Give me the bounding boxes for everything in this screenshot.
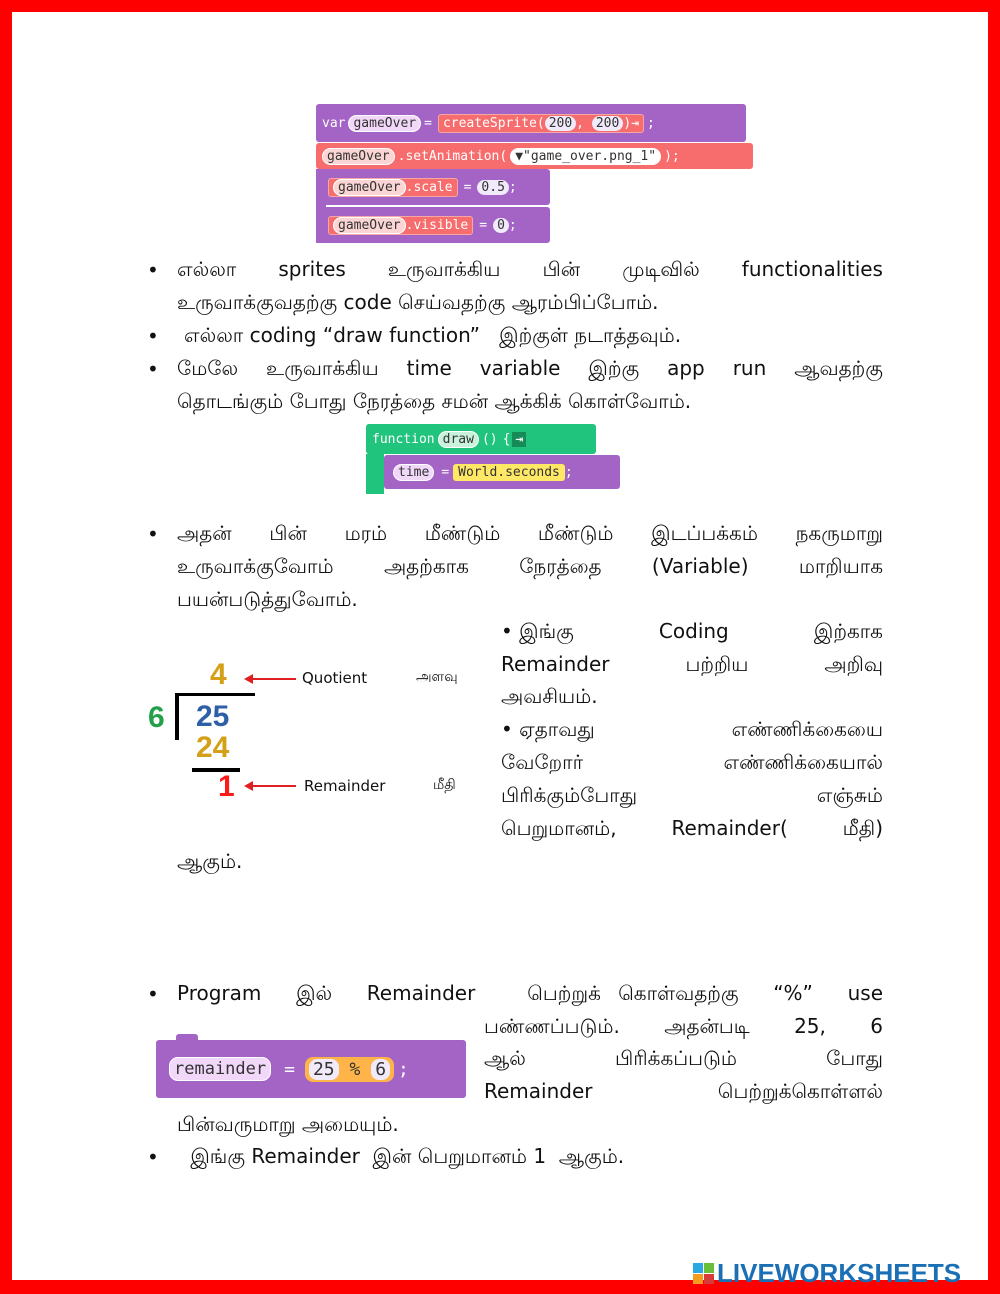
word: மேலே: [177, 356, 239, 380]
property-name: .scale: [405, 179, 453, 195]
word: எண்ணிக்கையால்: [723, 750, 883, 774]
method-name: .setAnimation: [397, 148, 500, 164]
bullet-4-line-2: உருவாக்குவோம் அதற்காக நேரத்தை (Variable) மாறியாக: [177, 554, 883, 578]
side-line-8: ஆகும்.: [177, 849, 243, 873]
function-name-pill: draw: [438, 431, 479, 448]
bullet-5-line-2: பண்ணப்படும். அதன்படி 25, 6: [484, 1014, 883, 1038]
word: ஏதாவது: [519, 717, 595, 741]
bullet-5-line-1: Program இல் Remainder பெற்றுக் கொள்வதற்கு “%” use: [177, 981, 883, 1005]
word: time: [406, 356, 452, 380]
bullet-3-line-1: [177, 352, 883, 385]
remainder-number: 1: [218, 770, 235, 803]
word: பிரிக்கும்போது: [501, 783, 638, 807]
bullet-5-line-3: ஆல் பிரிக்கப்படும் போது: [484, 1046, 883, 1070]
side-line-6: [501, 779, 883, 812]
word: app: [667, 356, 705, 380]
bullet-1-line-1: [177, 253, 883, 286]
word: run: [732, 356, 767, 380]
expand-arrow-icon: ⇥: [631, 115, 639, 131]
word: இற்காக: [813, 619, 883, 643]
object-pill: gameOver: [322, 148, 395, 165]
word: முடிவில்: [622, 257, 700, 281]
equals-sign: =: [463, 179, 472, 195]
bullet-5-line-5: பின்வருமாறு அமையும்.: [177, 1112, 399, 1136]
remainder-arrow-icon: [244, 781, 296, 791]
word: பின்: [542, 257, 581, 281]
block-spine: [366, 454, 384, 494]
word: variable: [479, 356, 561, 380]
dividend-number: 25: [196, 700, 230, 733]
quotient-tamil-label: அளவு: [416, 669, 458, 685]
semicolon: ;: [508, 179, 517, 195]
function-name: createSprite: [442, 115, 537, 131]
scale-value: 0.5: [477, 180, 508, 195]
bullet-6: இங்கு Remainder இன் பெறுமானம் 1 ஆகும்.: [184, 1144, 625, 1168]
operand-b: 6: [371, 1059, 390, 1080]
variable-pill: time: [393, 464, 434, 481]
word: வேறோர்: [501, 750, 584, 774]
semicolon: );: [664, 148, 680, 164]
block-notch: [176, 1034, 198, 1042]
word: பெறுமானம்,: [501, 816, 617, 840]
word: Remainder(: [671, 816, 788, 840]
semicolon: ;: [564, 464, 573, 480]
quotient-label: Quotient: [302, 669, 368, 687]
variable-pill: gameOver: [348, 115, 421, 132]
quotient-number: 4: [210, 658, 227, 691]
side-line-3: அவசியம்.: [501, 684, 598, 708]
equals-sign: =: [479, 217, 488, 233]
bullet-2: எல்லா coding “draw function” இற்குள் நடாத்தவும்.: [184, 323, 682, 347]
bullet-dot: •: [147, 522, 159, 546]
modulo-expression: [305, 1057, 394, 1082]
object-pill: gameOver: [333, 217, 406, 234]
equals-sign: =: [424, 115, 432, 131]
brace: {: [502, 431, 511, 447]
bullet-dot: •: [501, 717, 520, 741]
logo-icon: [693, 1263, 714, 1284]
bullet-dot: •: [501, 619, 520, 643]
bullet-3-line-2: தொடங்கும் போது நேரத்தை சமன் ஆக்கிக் கொள்வோம்.: [177, 389, 692, 413]
bullet-4-line-3: பயன்படுத்துவோம்.: [177, 587, 358, 611]
word: எஞ்சும்: [816, 783, 883, 807]
word: ஆவதற்கு: [794, 356, 883, 380]
bullet-dot: •: [147, 258, 159, 282]
word: மீதி): [842, 816, 883, 840]
equals-sign: =: [441, 464, 450, 480]
remainder-label: Remainder: [304, 777, 386, 795]
word: functionalities: [741, 257, 883, 281]
bullet-dot: •: [147, 324, 159, 348]
scale-chip: [328, 178, 458, 197]
animation-dropdown: ▼"game_over.png_1": [510, 148, 661, 165]
equals-sign: =: [284, 1058, 295, 1080]
word: பற்றிய: [685, 652, 749, 676]
divisor-number: 6: [148, 701, 165, 734]
semicolon: ;: [508, 217, 517, 233]
quotient-arrow-icon: [244, 674, 296, 684]
side-line-2: [501, 648, 883, 681]
word: Remainder: [501, 652, 610, 676]
object-pill: gameOver: [333, 179, 406, 196]
semicolon: ;: [646, 115, 655, 131]
semicolon: ;: [398, 1058, 409, 1080]
side-line-7: [501, 812, 883, 845]
visible-value: 0: [493, 218, 509, 233]
remainder-tamil-label: மீதி: [433, 777, 456, 793]
side-line-1: [501, 615, 883, 648]
word: எண்ணிக்கையை: [731, 717, 883, 741]
code-block-remainder: [156, 1040, 466, 1098]
variable-pill: remainder: [169, 1057, 271, 1081]
create-sprite-chip: createSprite( 200 , 200 )⇥: [438, 114, 644, 133]
product-number: 24: [196, 731, 230, 764]
property-name: .visible: [405, 217, 469, 233]
word: அறிவு: [824, 652, 883, 676]
word: இற்கு: [588, 356, 640, 380]
keyword-var: var: [322, 115, 346, 131]
arg-y: 200: [592, 116, 623, 131]
parens: (): [481, 431, 498, 447]
bullet-dot: •: [147, 357, 159, 381]
modulo-operator: %: [349, 1058, 361, 1080]
expand-arrow-icon: ⇥: [512, 432, 526, 447]
bullet-5-line-4: Remainder பெற்றுக்கொள்ளல்: [484, 1079, 883, 1103]
word: sprites: [278, 257, 346, 281]
arg-x: 200: [545, 116, 576, 131]
keyword-function: function: [372, 431, 435, 447]
visible-chip: [328, 216, 473, 235]
side-line-5: [501, 746, 883, 779]
arrows-svg: [240, 668, 300, 798]
division-bracket: [175, 693, 179, 740]
side-line-4: [501, 713, 883, 746]
bullet-4-line-1: அதன் பின் மரம் மீண்டும் மீண்டும் இடப்பக்கம் நகருமாறு: [177, 521, 883, 545]
word: எல்லா: [177, 257, 237, 281]
word: இங்கு: [519, 619, 574, 643]
word: Coding: [658, 619, 729, 643]
word: உருவாக்கிய: [266, 356, 379, 380]
logo-text: LIVEWORKSHEETS: [717, 1258, 962, 1288]
bullet-dot: •: [147, 1145, 159, 1169]
world-seconds-chip: World.seconds: [453, 464, 565, 481]
bullet-1-line-2: உருவாக்குவதற்கு code செய்வதற்கு ஆரம்பிப்போம்.: [177, 290, 659, 314]
operand-a: 25: [309, 1059, 339, 1080]
word: உருவாக்கிய: [387, 257, 501, 281]
bullet-dot: •: [147, 982, 159, 1006]
liveworksheets-logo: [693, 1258, 961, 1289]
